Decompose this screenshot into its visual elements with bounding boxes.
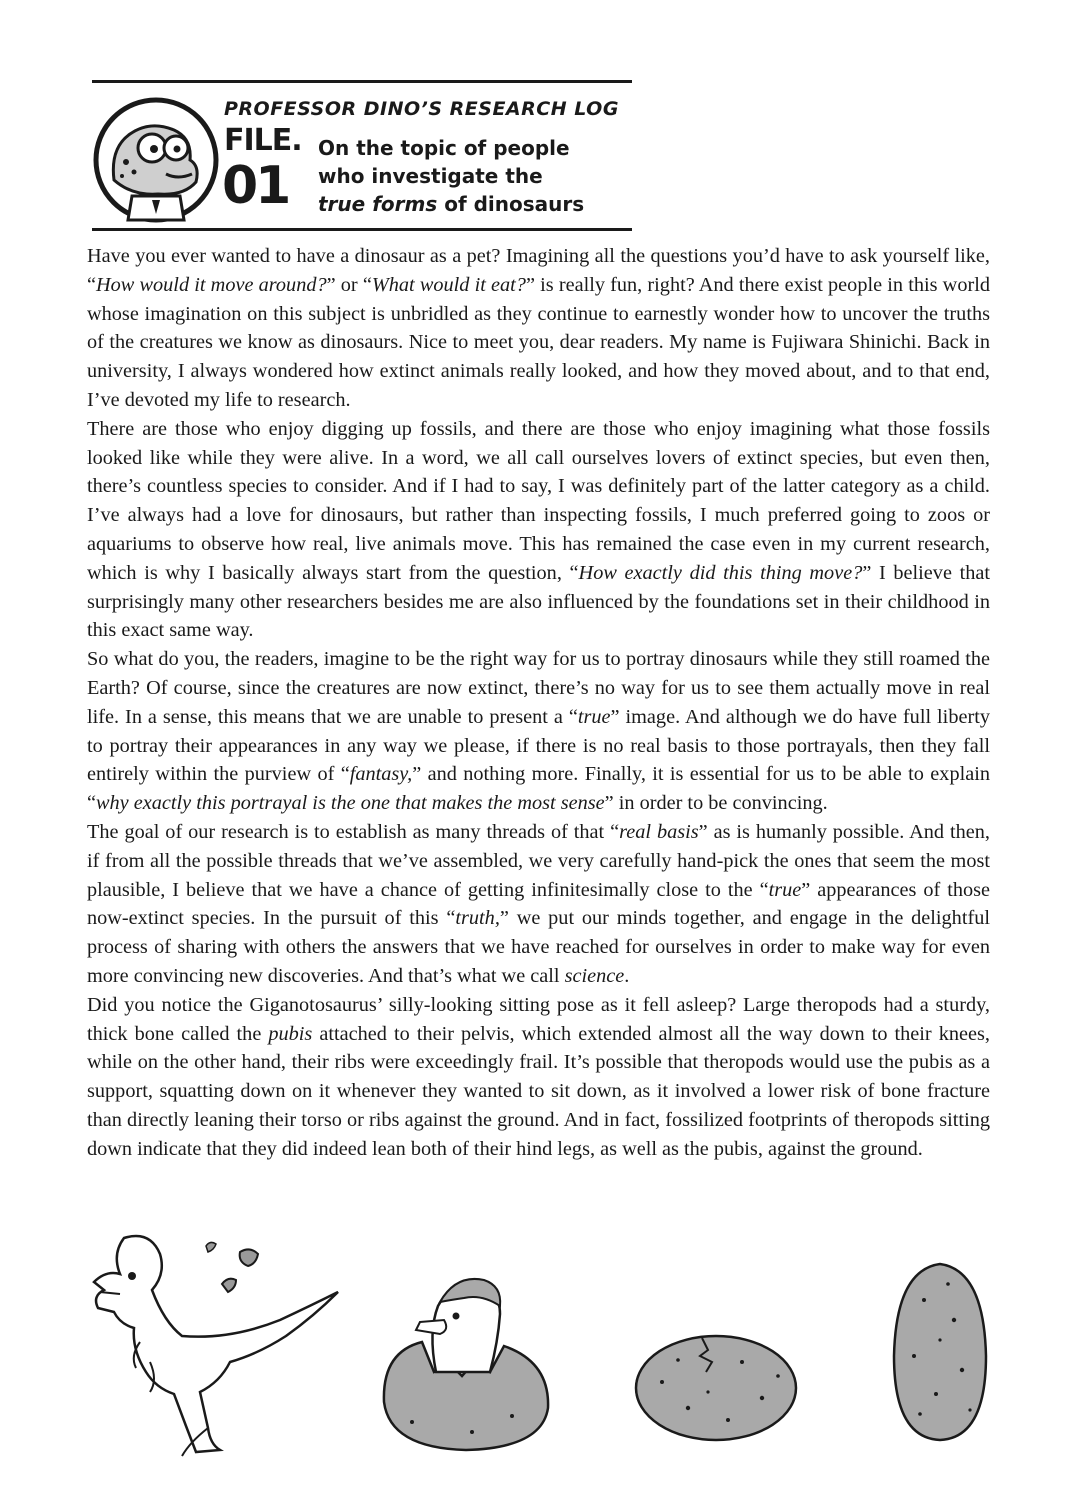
emphasized-text: pubis bbox=[268, 1022, 313, 1045]
paragraph-text: The goal of our research is to establish as many threads of that “ bbox=[87, 820, 620, 843]
paragraph-text: ” we put our minds together, and engage in the delightful process of sharing with others the answers that we have reached for ourselves in order to make way for even more convincing new discoveries. And that’s what we call bbox=[87, 907, 990, 987]
body-paragraph bbox=[87, 818, 990, 991]
file-number: 01 bbox=[222, 156, 289, 216]
dinosaur-professor-icon bbox=[92, 96, 220, 224]
baby-dinosaur-illustration bbox=[90, 1232, 350, 1460]
paragraph-text: ” I believe that surprisingly many other researchers besides me are also influenced by the foundations set in their childhood in this exact same way. bbox=[87, 561, 990, 642]
emphasized-text: What would it eat? bbox=[371, 273, 526, 296]
paragraph-text: ” in order to be convincing. bbox=[604, 792, 828, 815]
cracked-egg-illustration bbox=[632, 1332, 800, 1444]
paragraph-text: So what do you, the readers, imagine to be the right way for us to portray dinosaurs while they still roamed the Earth? Of course, since the creatures are now extinct, there’s no way for us to see them actually move in real life. In a sense, this means that we are unable to present a “ bbox=[87, 648, 990, 728]
emphasized-text: truth, bbox=[455, 907, 500, 930]
illustration-strip bbox=[80, 1232, 1000, 1462]
hatching-dinosaur-illustration bbox=[372, 1272, 562, 1452]
upright-egg-illustration bbox=[890, 1260, 990, 1444]
paragraph-text: ” image. And although we do have full liberty to portray their appearances in any way we please, if there is no real basis to those portrayals, then they fall entirely within the purview of “ bbox=[87, 705, 990, 786]
paragraph-text: ” appearances of those now-extinct species. In the pursuit of this “ bbox=[87, 878, 991, 930]
paragraph-text: ” or “ bbox=[326, 273, 372, 296]
emphasized-text: true bbox=[768, 878, 802, 901]
body-paragraph bbox=[87, 645, 990, 818]
topic-emphasis: true forms bbox=[318, 192, 438, 216]
body-paragraph bbox=[87, 242, 990, 415]
paragraph-text: ” and nothing more. Finally, it is essential for us to be able to explain “ bbox=[87, 763, 991, 815]
paragraph-text: . bbox=[624, 964, 630, 987]
file-label: FILE. bbox=[224, 123, 302, 158]
emphasized-text: How would it move around? bbox=[96, 273, 327, 296]
emphasized-text: real basis bbox=[619, 820, 699, 843]
emphasized-text: true bbox=[577, 705, 611, 728]
header-top-rule bbox=[92, 80, 632, 83]
emphasized-text: fantasy, bbox=[349, 763, 413, 786]
body-paragraph bbox=[87, 991, 990, 1164]
paragraph-text: Have you ever wanted to have a dinosaur as a pet? Imagining all the questions you’d have to ask yourself like, “ bbox=[87, 245, 990, 296]
log-title: PROFESSOR DINO’S RESEARCH LOG bbox=[224, 98, 619, 120]
emphasized-text: science bbox=[564, 964, 625, 987]
emphasized-text: why exactly this portrayal is the one that makes the most sense bbox=[96, 792, 605, 815]
topic-line-1: On the topic of people bbox=[318, 136, 570, 160]
paragraph-text: ” is really fun, right? And there exist people in this world whose imagination on this subject is unbridled as they continue to earnestly wonder how to uncover the truths of the creatures we know as dinosaurs. Nice to meet you, dear readers. My name is Fujiwara Shinichi. Back in university, I always wondered how extinct animals really looked, and how they moved about, and to that end, I’ve devoted my life to research. bbox=[87, 273, 990, 411]
file-topic bbox=[318, 134, 584, 218]
paragraph-text: There are those who enjoy digging up fossils, and there are those who enjoy imagining what those fossils looked like while they were alive. In a word, we all call ourselves lovers of extinct species, but even then, there’s countless species to consider. And if I had to say, I was definitely part of the latter category as a child. I’ve always had a love for dinosaurs, but rather than inspecting fossils, I much preferred going to zoos or aquariums to observe how real, live animals move. This has remained the case even in my current research, which is why I basically always start from the question, “ bbox=[87, 417, 990, 584]
article-body bbox=[87, 242, 990, 1164]
research-log-header bbox=[92, 78, 632, 230]
paragraph-text: attached to their pelvis, which extended almost all the way down to their knees, while on the other hand, their ribs were exceedingly frail. It’s possible that theropods would use the pubis as a support, squatting down on it whenever they wanted to sit down, as it involved a lower risk of bone fracture than directly leaning their torso or ribs against the ground. And in fact, fossilized footprints of theropods sitting down indicate that they did indeed lean both of their hind legs, as well as the pubis, against the ground. bbox=[87, 1022, 990, 1160]
topic-line-2: who investigate the bbox=[318, 164, 543, 188]
emphasized-text: How exactly did this thing move? bbox=[578, 561, 863, 584]
topic-line-3: of dinosaurs bbox=[437, 192, 585, 216]
paragraph-text: ” as is humanly possible. And then, if from all the possible threads that we’ve assembled, we very carefully hand-pick the ones that seem the most plausible, I believe that we have a chance of getting infinitesimally close to the “ bbox=[87, 820, 990, 901]
paragraph-text: Did you notice the Giganotosaurus’ silly-looking sitting pose as it fell asleep? Large theropods had a sturdy, thick bone called the bbox=[87, 993, 990, 1045]
header-bottom-rule bbox=[92, 228, 632, 231]
body-paragraph bbox=[87, 415, 990, 645]
